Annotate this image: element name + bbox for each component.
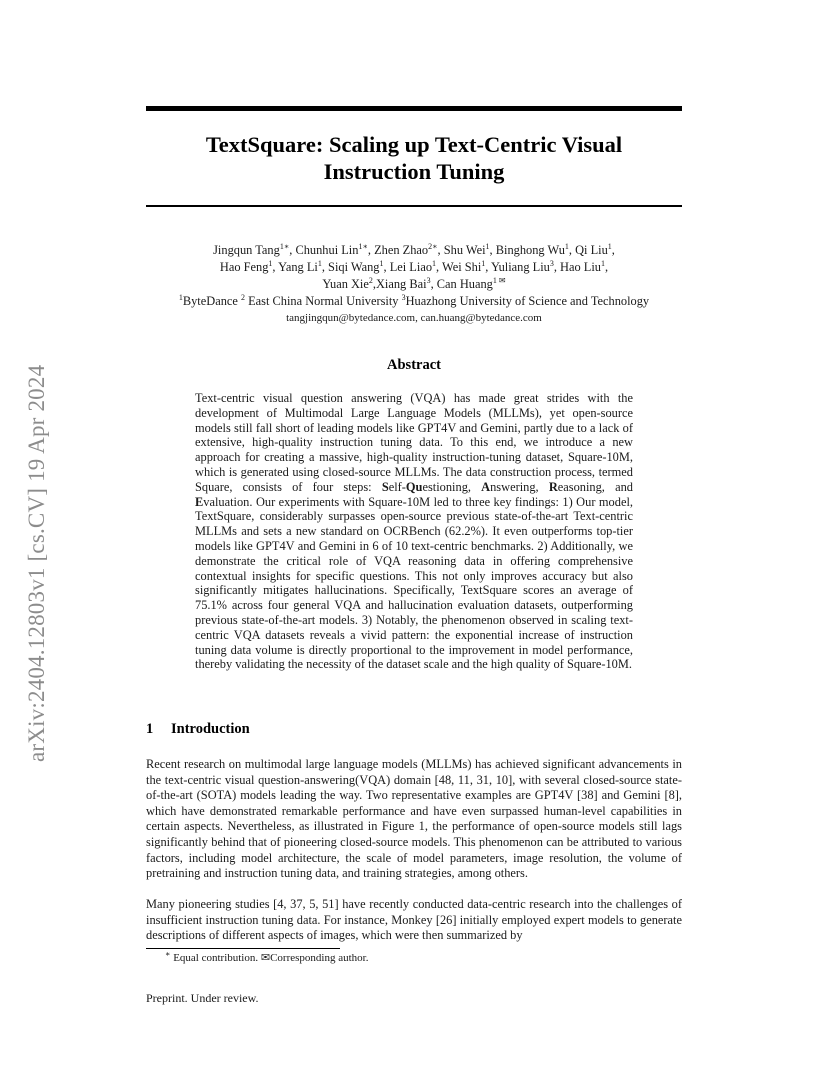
affiliation-mark: 1	[564, 241, 569, 251]
affiliation-mark: 2	[368, 275, 373, 285]
title-rule-bottom	[146, 205, 682, 207]
author-name: , Zhen Zhao	[367, 243, 429, 257]
footnote-text: Equal contribution. ✉Corresponding author.	[170, 952, 369, 964]
author-name: , Lei Liao	[383, 260, 433, 274]
preprint-notice: Preprint. Under review.	[146, 991, 259, 1005]
arxiv-identifier[interactable]: arXiv:2404.12803v1 [cs.CV] 19 Apr 2024	[24, 364, 49, 762]
footnote	[165, 951, 368, 965]
affiliation-mark: 1 ✉	[492, 275, 506, 285]
affiliation-name: ByteDance	[182, 294, 241, 308]
affiliation-mark: 1	[432, 258, 437, 268]
author-name: , Can Huang	[430, 277, 493, 291]
intro-paragraph-2: Many pioneering studies [4, 37, 5, 51] have recently conducted data-centric research into the challenges of insufficient instruction tuning data. For instance, Monkey [26] initially employed expert models to generate descriptions of different aspects of images, which were then summarized by	[146, 897, 682, 943]
author-name: , Chunhui Lin	[289, 243, 359, 257]
abstract-heading: Abstract	[387, 357, 441, 373]
affiliation-mark: 1	[481, 258, 486, 268]
affiliation-mark: 3	[426, 275, 431, 285]
affiliation-mark: 1	[379, 258, 384, 268]
author-name: , Wei Shi	[436, 260, 482, 274]
author-name: , Binghong Wu	[489, 243, 565, 257]
intro-paragraph-1: Recent research on multimodal large language models (MLLMs) has achieved significant advancements in the text-centric visual question-answering(VQA) domain [48, 11, 31, 10], with several closed-source state-of-the-art (SOTA) models leading the way. Two representative examples are GPT4V [38] and Gemini [8], which have demonstrated remarkable performance and have even surpassed human-level capabilities in certain aspects. Nevertheless, as illustrated in Figure 1, the performance of open-source models still lags significantly behind that of pioneering closed-source models. This phenomenon can be attributed to various factors, including model architecture, the scale of model parameters, image resolution, the volume of pretraining and instruction tuning data, and training strategies, among others.	[146, 757, 682, 881]
author-name: , Yuliang Liu	[485, 260, 550, 274]
acronym-letter: E	[195, 494, 204, 509]
abstract-fragment: estioning,	[422, 479, 482, 494]
title-rule-top	[146, 106, 682, 111]
abstract-part-1: Text-centric visual question answering (VQA) has made great strides with the development of Multimodal Large Language Models (MLLMs), yet open-source models still fall short of leading models like GPT4V and Gemini, partly due to a lack of extensive, high-quality instruction tuning data. To this end, we introduce a new approach for creating a massive, high-quality instruction-tuning dataset, Square-10M, which is generated using closed-source MLLMs. The data construction process, termed Square, consists of four steps:	[195, 391, 633, 494]
section-title: Introduction	[171, 721, 250, 737]
abstract-fragment: easoning, and	[557, 479, 633, 494]
footnote-rule	[146, 948, 340, 949]
affiliation-mark: 1∗	[358, 241, 368, 251]
author-name: , Hao Liu	[553, 260, 602, 274]
author-emails[interactable]: tangjingqun@bytedance.com, can.huang@bytedance.com	[286, 312, 542, 324]
affiliation-mark: 3	[401, 292, 406, 302]
author-name: Jingqun Tang	[213, 243, 280, 257]
affiliation-mark: 1	[178, 292, 183, 302]
acronym-letter: Qu	[405, 479, 423, 494]
author-block	[146, 242, 682, 325]
separator: ,	[605, 260, 609, 274]
title-line-1: TextSquare: Scaling up Text-Centric Visual	[205, 132, 623, 157]
affiliation-name: Huazhong University of Science and Technology	[405, 294, 650, 308]
footnote-mark: ∗	[165, 949, 171, 959]
affiliation-mark: 1∗	[279, 241, 290, 251]
acronym-letter: S	[381, 479, 389, 494]
author-line-2	[146, 259, 682, 276]
affiliation-mark: 2	[241, 292, 245, 302]
abstract-fragment: nswering,	[490, 479, 549, 494]
affiliation-mark: 1	[485, 241, 490, 251]
author-name: , Qi Liu	[568, 243, 608, 257]
affiliation-name: East China Normal University	[245, 294, 402, 308]
affiliations	[146, 293, 682, 310]
author-name: , Siqi Wang	[321, 260, 380, 274]
separator: ,	[611, 243, 615, 257]
affiliation-mark: 1	[317, 258, 322, 268]
title-line-2: Instruction Tuning	[323, 159, 505, 184]
affiliation-mark: 1	[607, 241, 612, 251]
author-name: , Shu Wei	[437, 243, 486, 257]
section-number: 1	[146, 721, 154, 737]
affiliation-mark: 3	[549, 258, 554, 268]
abstract-fragment: elf-	[388, 479, 406, 494]
author-name: , Yang Li	[272, 260, 318, 274]
affiliation-mark: 1	[268, 258, 273, 268]
acronym-letter: A	[481, 479, 491, 494]
author-line-1	[146, 242, 682, 259]
author-line-3	[146, 276, 682, 293]
abstract-part-2: Our experiments with Square-10M led to three key findings: 1) Our model, TextSquare, considerably surpasses open-source previous state-of-the-art Text-centric MLLMs and sets a new standard on OCRBench (62.2%). It even outperforms top-tier models like GPT4V and Gemini in 6 of 10 text-centric benchmarks. 2) Additionally, we demonstrate the critical role of VQA reasoning data in offering comprehensive contextual insights for specific questions. This not only improves accuracy but also significantly mitigates hallucinations. Specifically, TextSquare scores an average of 75.1% across four general VQA and hallucination evaluation datasets, outperforming previous state-of-the-art models. 3) Notably, the phenomenon observed in scaling text-centric VQA datasets reveals a vivid pattern: the exponential increase of instruction tuning data volume is directly proportional to the improvement in model performance, thereby validating the necessity of the dataset scale and the high quality of Square-10M.	[195, 494, 633, 672]
author-name: Yuan Xie	[322, 277, 369, 291]
abstract-fragment: valuation.	[203, 494, 253, 509]
abstract-text	[195, 391, 633, 672]
acronym-letter: R	[548, 479, 558, 494]
section-heading	[146, 721, 682, 738]
affiliation-mark: 2∗	[428, 241, 438, 251]
paper-title	[146, 131, 682, 185]
author-name: Hao Feng	[219, 260, 269, 274]
author-name: ,Xiang Bai	[372, 277, 427, 291]
affiliation-mark: 1	[601, 258, 606, 268]
